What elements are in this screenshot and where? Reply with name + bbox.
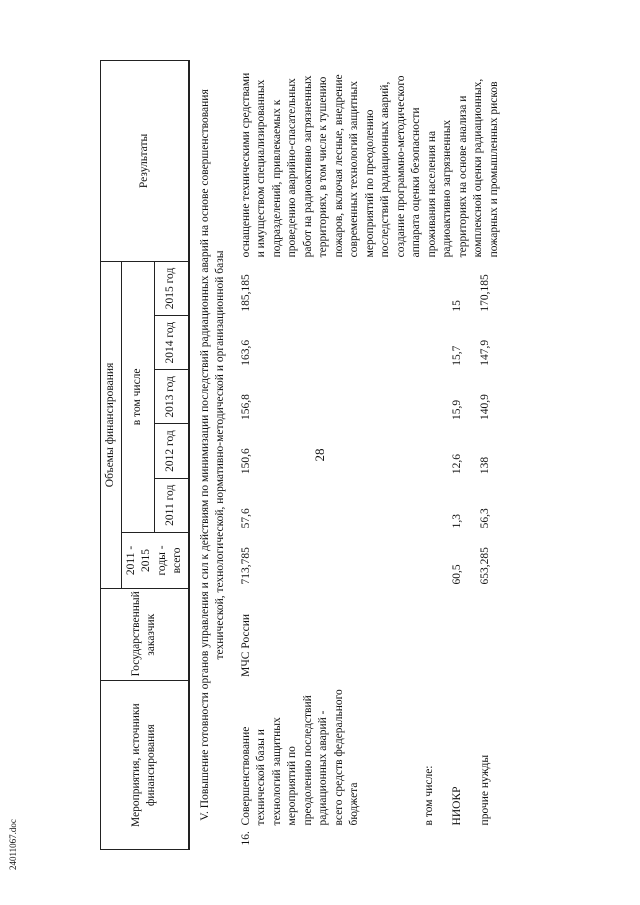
year-2015-cell: 170,185 [479,274,492,312]
header-customer: Государственный заказчик [101,589,189,681]
other-needs-label: прочие нужды [479,754,492,826]
year-2011-cell: 56,3 [479,508,492,529]
header-total: 2011 - 2015 годы - всего [121,532,189,588]
results-text: оснащение техническими средствами и имуществом специализированных подразделений, привлекаемых к проведению аварийно-спасательных работ на радиоактивно загрязненных территориях, в том числе к тушению пожаров, включая лесные, внедрение современных технологий защитных мероприятий по преодолению последствий радиационных аварий, создание программно-методического аппарата оценки безопасности проживания населения на радиоактивно загрязненных территориях на основе анализа и комплексной оценки радиационных, пожарных и промышленных рисков [239,72,500,258]
rotated-table-sheet [100,60,540,850]
header-funding: Объемы финансирования [101,261,122,588]
header-including: в том числе [121,261,154,532]
header-results: Результаты [101,61,189,262]
year-2013-cell: 15,9 [451,399,464,420]
header-year-2014: 2014 год [154,316,188,370]
year-2011-cell: 1,3 [451,513,464,529]
year-2015-cell: 185,185 [239,274,252,312]
section-title: V. Повышение готовности органов управления и сил к действиям по минимизации последствий радиационных аварий на основе совершенствования технической, технологической, нормативно-методической и организационной базы [198,89,227,821]
year-2015-cell: 15 [451,300,464,312]
total-cell: 60,5 [451,564,464,585]
total-cell: 653,285 [479,547,492,585]
total-cell: 713,785 [239,547,252,585]
year-2013-cell: 140,9 [479,394,492,420]
row-number: 16. [239,831,252,846]
year-2013-cell: 156,8 [239,394,252,420]
header-year-2012: 2012 год [154,424,188,478]
page-number: 28 [312,448,327,462]
niokr-label: НИОКР [451,786,464,826]
year-2012-cell: 150,6 [239,448,252,475]
table-row [237,61,421,850]
in-that-number-label: в том числе: [423,765,436,826]
year-2012-cell: 138 [479,456,492,475]
year-2011-cell: 57,6 [239,508,252,529]
measure-text: Совершенствование технической базы и технологий защитных мероприятий по преодолению последствий радиационных аварий - всего средств федерального бюджета [239,689,361,826]
year-2014-cell: 147,9 [479,339,492,366]
header-year-2013: 2013 год [154,370,188,424]
header-year-2015: 2015 год [154,261,188,315]
footer-filename: 24011067.doc [8,819,18,870]
header-measures: Мероприятия, источники финансирования [101,681,189,850]
year-2012-cell: 12,6 [451,454,464,475]
header-year-2011: 2011 год [154,478,188,532]
year-2014-cell: 15,7 [451,345,464,366]
year-2014-cell: 163,6 [239,339,252,366]
customer-cell: МЧС России [239,613,252,677]
funding-table [100,60,504,850]
